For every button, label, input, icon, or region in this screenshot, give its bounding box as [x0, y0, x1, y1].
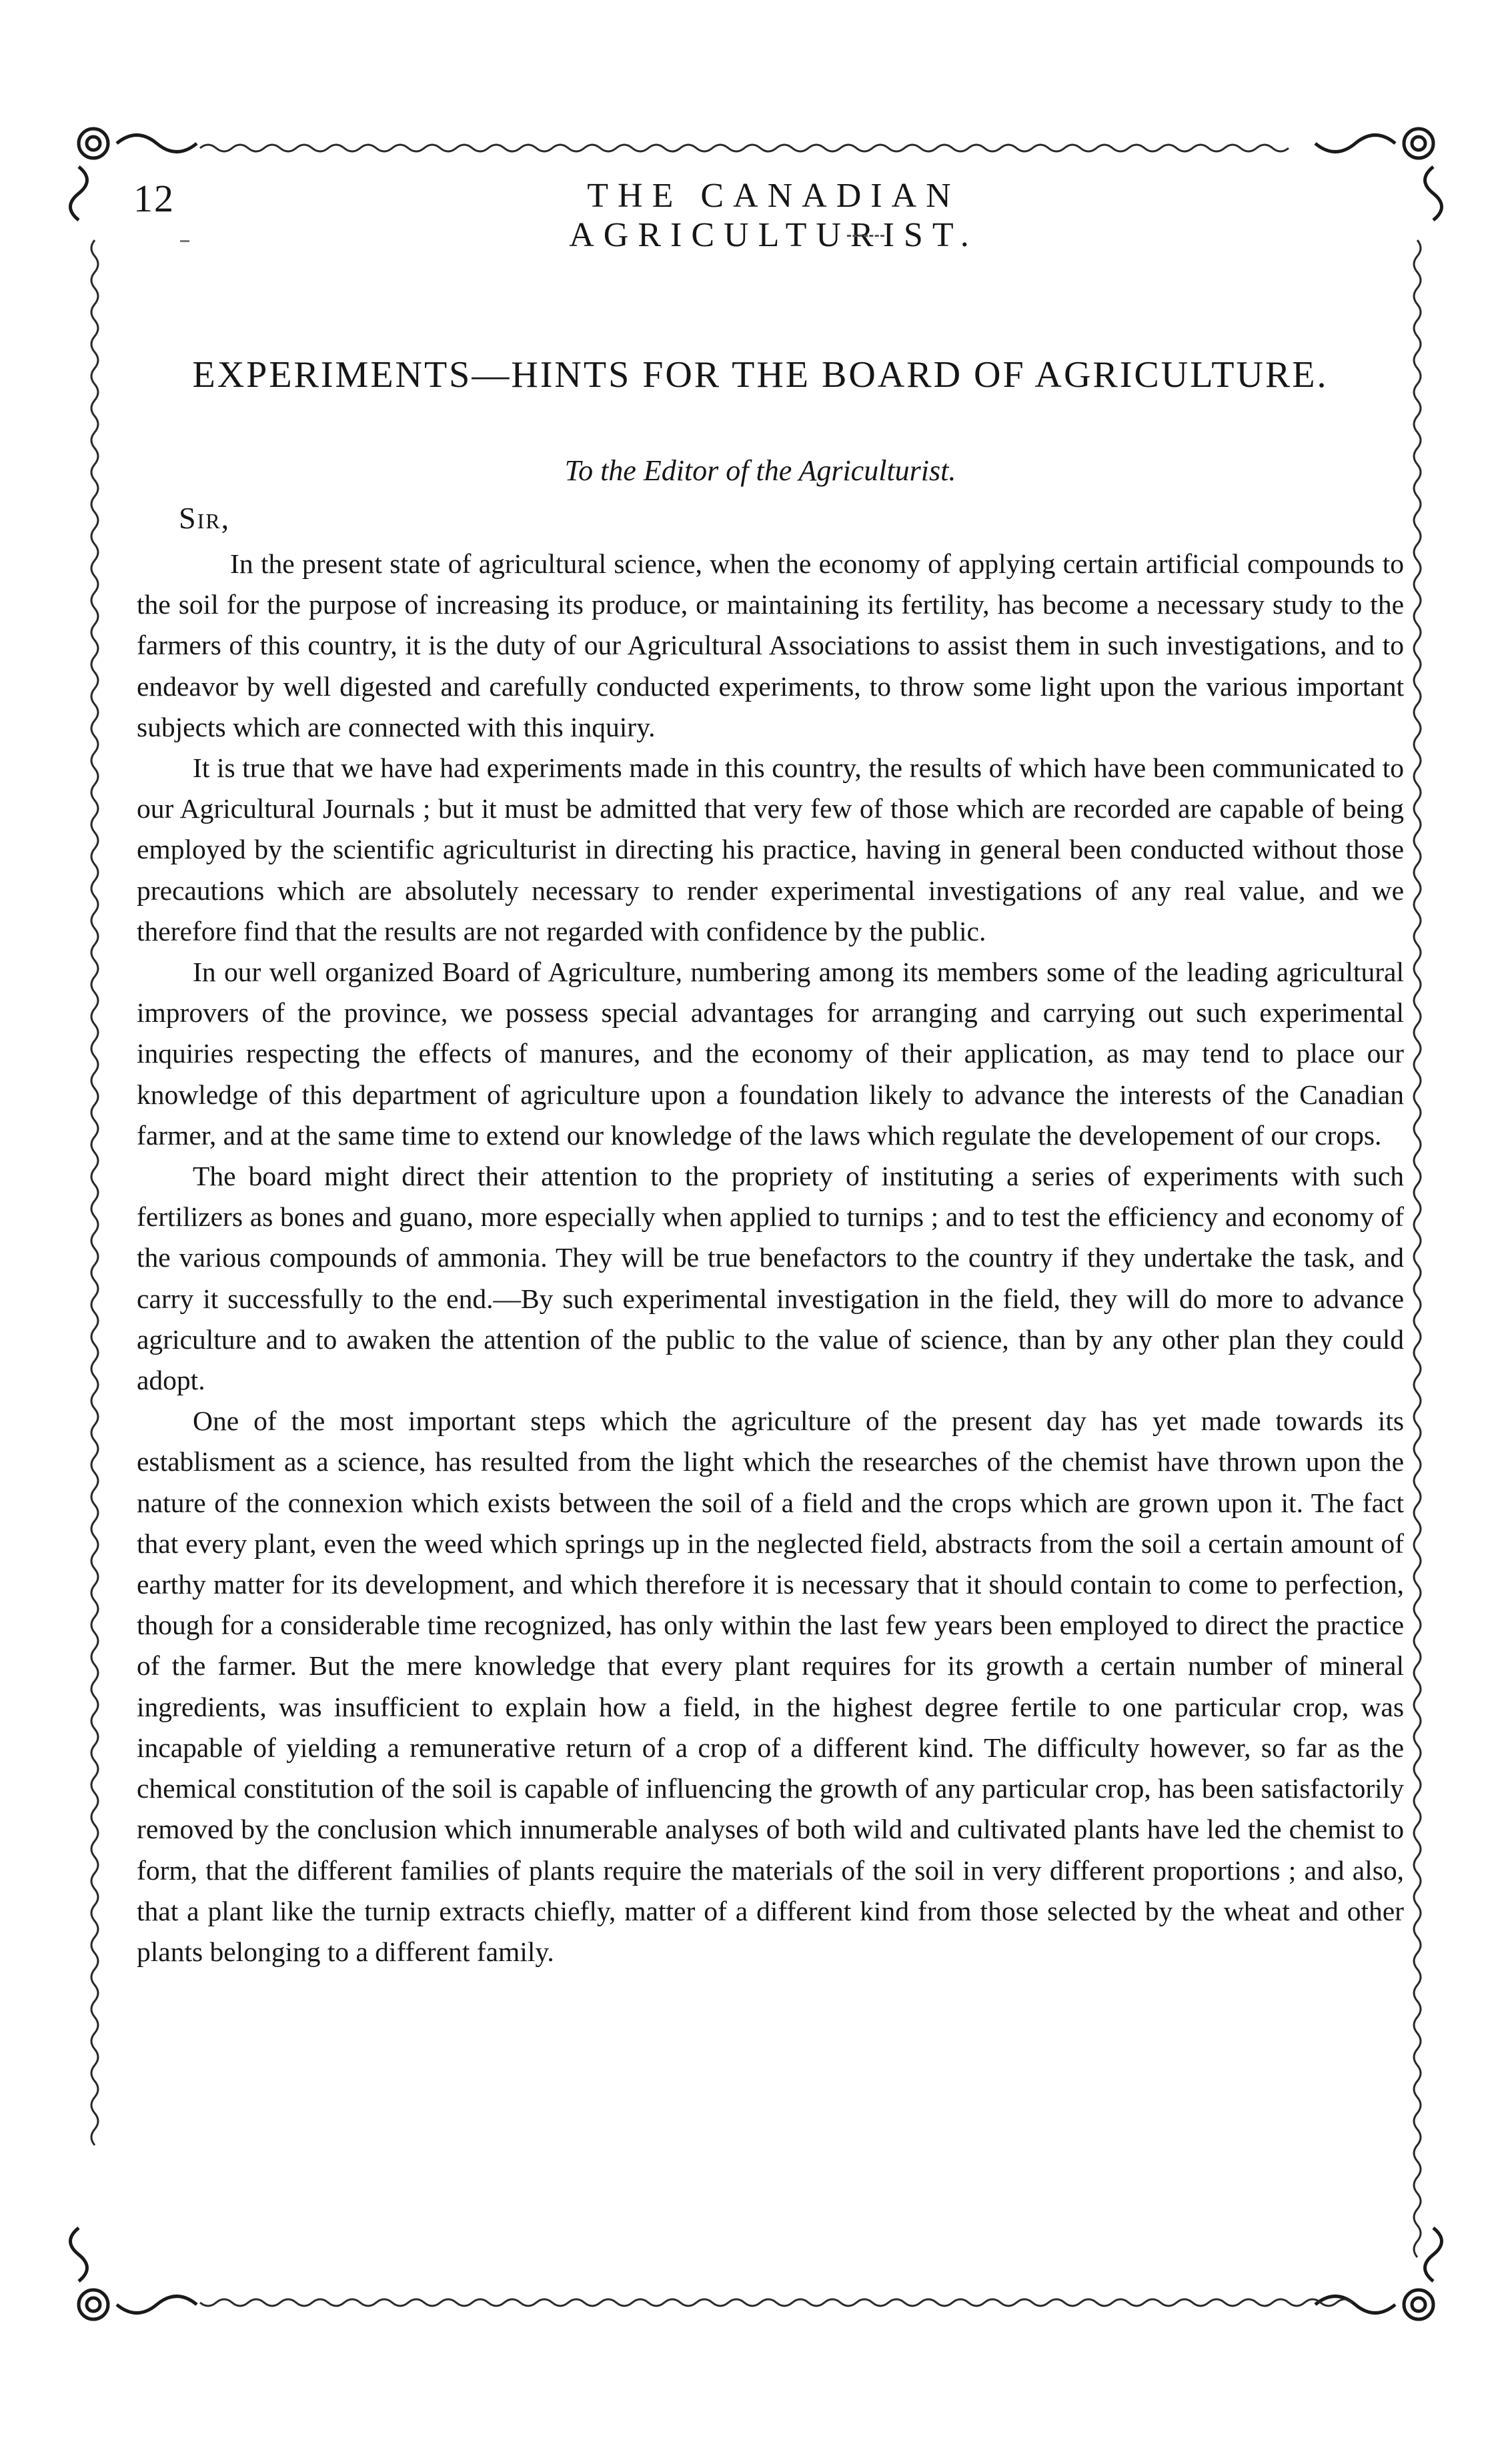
article-dedication: To the Editor of the Agriculturist.: [564, 454, 956, 487]
salutation: Sir,: [179, 501, 231, 535]
article-title: EXPERIMENTS—HINTS FOR THE BOARD OF AGRICULTURE.: [192, 354, 1329, 396]
corner-ornament-bottom-right: [1315, 2228, 1442, 2319]
paragraph-3: In our well organized Board of Agriculture, numbering among its members some of the leading agricultural improvers of the province, we possess special advantages for arranging and carrying out such experimental inquiries respecting the effects of manures, and the economy of their application, as may tend to place our knowledge of this department of agriculture upon a foundation likely to advance the interests of the Canadian farmer, and at the same time to extend our knowledge of the laws which regulate the developement of our crops.: [137, 957, 1404, 1151]
paragraph-5: One of the most important steps which the agriculture of the present day has yet made towards its establisment as a science, has resulted from the light which the researches of the chemist have thrown upon the nature of the connexion which exists between the soil of a field and the crops which are grown upon it. The fact that every plant, even the weed which springs up in the neglected field, abstracts from the soil a certain amount of earthy matter for its development, and which therefore it is necessary that it should contain to come to perfection, though for a considerable time recognized, has only within the last few years been employed to direct the practice of the farmer. But the mere knowledge that every plant requires for its growth a certain number of mineral ingredients, was insufficient to explain how a field, in the highest degree fertile to one particular crop, was incapable of yielding a remunerative return of a crop of a different kind. The difficulty however, so far as the chemical constitution of the soil is capable of influencing the growth of any particular crop, has been satisfactorily removed by the conclusion which innumerable analyses of both wild and cultivated plants have led the chemist to form, that the different families of plants require the materials of the soil in very different proportions ; and also, that a plant like the turnip extracts chiefly, matter of a different kind from those selected by the wheat and other plants belonging to a different family.: [137, 1405, 1404, 1967]
paragraph-4: The board might direct their attention to the propriety of instituting a series of experiments with such fertilizers as bones and guano, more especially when applied to turnips ; and to test the efficiency and economy of the various compounds of ammonia. They will be true benefactors to the country if they undertake the task, and carry it successfully to the end.—By such experimental investigation in the field, they will do more to advance agriculture and to awaken the attention of the public to the value of science, than by any other plan they could adopt.: [137, 1161, 1404, 1396]
border-bottom-wave: [200, 2299, 1353, 2306]
border-left-wave: [91, 240, 98, 2145]
page-number: 12: [133, 177, 175, 220]
header-rule-left: [180, 240, 189, 242]
journal-title: THE CANADIAN AGRICULTURIST.: [569, 177, 978, 254]
running-head: [0, 176, 1512, 254]
header-rule: [847, 235, 884, 237]
border-top-wave: [200, 145, 1289, 151]
paragraph-1: In the present state of agricultural science, when the economy of applying certain artificial compounds to the soil for the purpose of increasing its produce, or maintaining its fertility, has become a necessary study to the farmers of this country, it is the duty of our Agricultural Associations to assist them in such investigations, and to endeavor by well digested and carefully conducted experiments, to throw some light upon the various important subjects which are connected with this inquiry.: [137, 548, 1404, 742]
corner-ornament-bottom-left: [71, 2228, 197, 2319]
article-body: [137, 544, 1404, 1972]
border-right-wave: [1414, 240, 1421, 2257]
paragraph-2: It is true that we have had experiments made in this country, the results of which have been communicated to our Agricultural Journals ; but it must be admitted that very few of those which are recorded are capable of being employed by the scientific agriculturist in directing his practice, having in general been conducted without those precautions which are absolutely necessary to render experimental investigations of any real value, and we therefore find that the results are not regarded with confidence by the public.: [137, 752, 1404, 947]
